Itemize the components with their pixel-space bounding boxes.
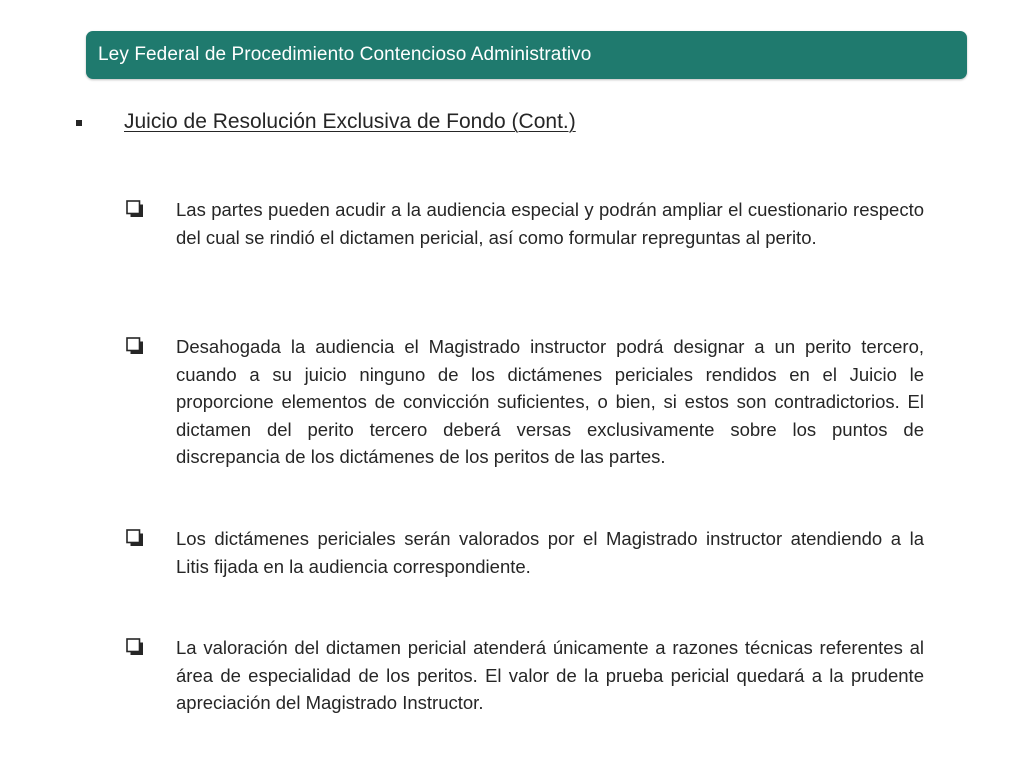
square-bullet-icon [76, 120, 82, 126]
section-title: Juicio de Resolución Exclusiva de Fondo (Cont.) [124, 110, 576, 133]
list-item-text: Desahogada la audiencia el Magistrado instructor podrá designar a un perito tercero, cuando a su juicio ninguno de los dictámenes periciales rendidos en el Juicio le proporcione elementos de convicción suficientes, o bien, si estos son contradictorios. El dictamen del perito tercero deberá versas exclusivamente sobre los puntos de discrepancia de los dictámenes de los peritos de las partes. [176, 336, 924, 467]
list-item-text: Los dictámenes periciales serán valorados por el Magistrado instructor atendiendo a la Litis fijada en la audiencia correspondiente. [176, 528, 924, 577]
list-item-text: Las partes pueden acudir a la audiencia especial y podrán ampliar el cuestionario respecto del cual se rindió el dictamen pericial, así como formular repreguntas al perito. [176, 199, 924, 248]
checkbox-icon [126, 200, 144, 218]
list-item-text: La valoración del dictamen pericial atenderá únicamente a razones técnicas referentes al área de especialidad de los peritos. El valor de la prueba pericial quedará a la prudente apreciación del Magistrado Instructor. [176, 637, 924, 713]
section-heading [74, 110, 934, 134]
list-item [126, 634, 924, 717]
header-bar [86, 31, 967, 79]
list-item [126, 196, 924, 251]
slide-title: Ley Federal de Procedimiento Contencioso Administrativo [98, 44, 592, 65]
checkbox-icon [126, 529, 144, 547]
list-item [126, 525, 924, 580]
checkbox-icon [126, 638, 144, 656]
list-item [126, 333, 924, 471]
checkbox-icon [126, 337, 144, 355]
